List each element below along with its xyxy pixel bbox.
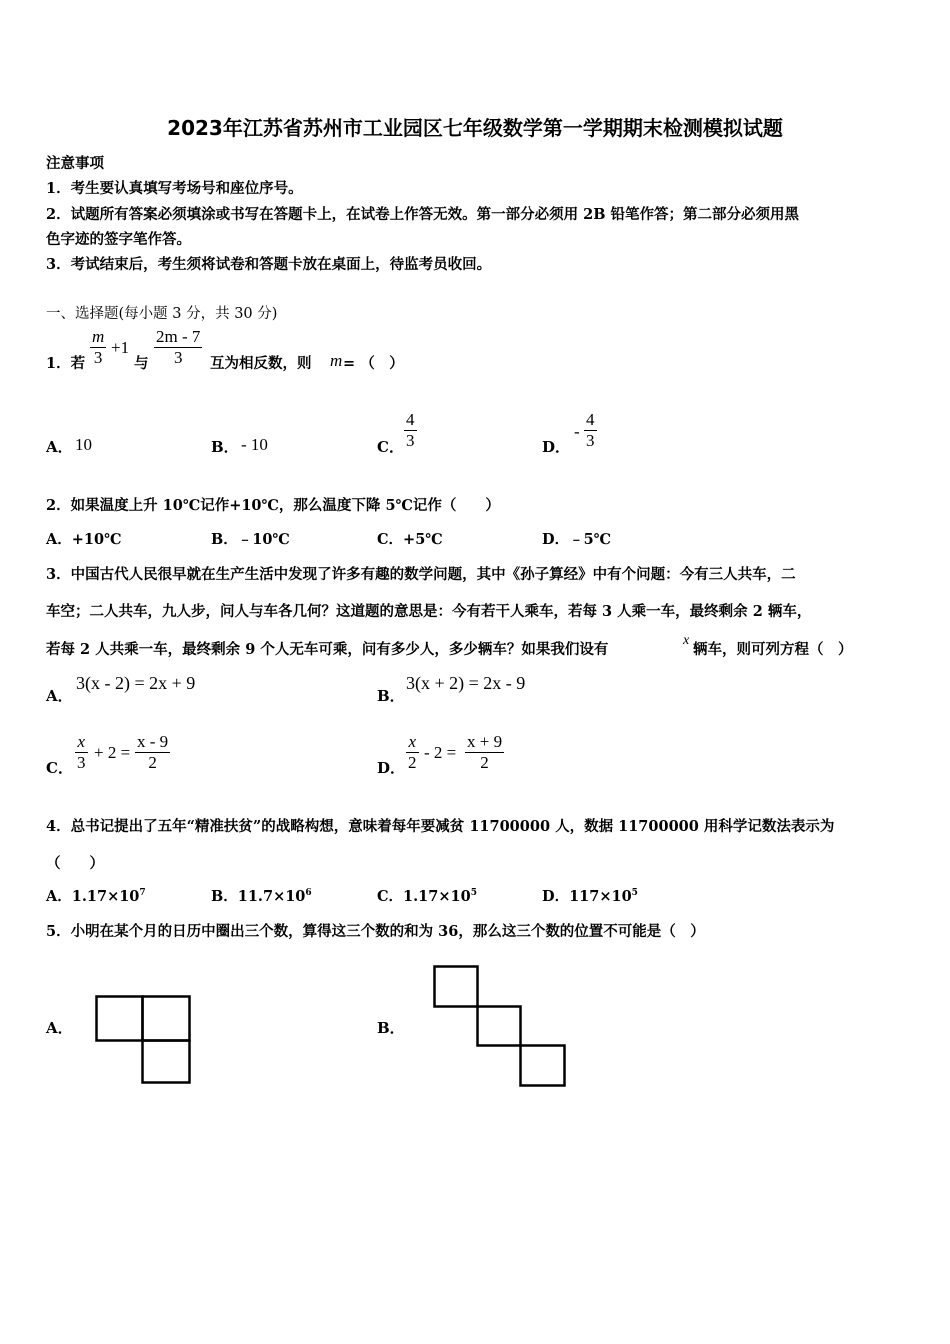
- q3-line-1: 3．中国古代人民很早就在生产生活中发现了许多有趣的数学问题，其中《孙子算经》中有个问题：今有三人共车，二: [46, 566, 796, 583]
- q1-option-b-value: - 10: [241, 435, 268, 454]
- q1-c-denominator: 3: [406, 431, 415, 450]
- q1-suffix: 互为相反数，则: [210, 355, 312, 372]
- q2-option-a: A．+10℃: [46, 531, 122, 548]
- q5-option-b-figure: [433, 965, 568, 1089]
- q3-c-fraction-2: [135, 732, 170, 773]
- q3-c-f1-numerator: x: [77, 732, 86, 751]
- q5-option-a-figure: [95, 995, 193, 1085]
- notice-item-1: 1．考生要认真填写考场号和座位序号。: [46, 180, 303, 197]
- q3-d-f1-numerator: x: [408, 732, 417, 751]
- grid-cell: [143, 1041, 190, 1083]
- grid-cell: [143, 997, 190, 1041]
- q3-option-a-expr: 3(x - 2) = 2x + 9: [76, 673, 196, 693]
- q1-equals: = （ ）: [343, 355, 404, 372]
- q1-prefix: 1．若: [46, 355, 86, 372]
- q3-d-mid: - 2 =: [424, 743, 457, 762]
- q3-c-f2-numerator: x - 9: [137, 732, 169, 751]
- q3-line-3a: 若每 2 人共乘一车，最终剩余 9 个人无车可乘，问有多少人，多少辆车？如果我们设有: [46, 641, 609, 658]
- q3-d-fraction-1: [406, 732, 419, 773]
- q3-c-fraction-1: [75, 732, 88, 773]
- grid-cell: [521, 1046, 565, 1086]
- grid-cell: [435, 967, 478, 1007]
- q1-fraction-2: [154, 327, 202, 368]
- q1-f2-numerator: 2m - 7: [156, 327, 201, 346]
- q1-option-a-value: 10: [75, 435, 92, 454]
- q1-fraction-1: [90, 327, 106, 368]
- q1-option-c-label: C．: [377, 438, 404, 456]
- q2-option-b: B．﹣10℃: [211, 531, 290, 548]
- q1-f1-denominator: 3: [90, 347, 106, 368]
- notice-item-2-cont: 色字迹的签字笔作答。: [46, 231, 191, 248]
- q1-option-b-label: B．: [211, 438, 239, 456]
- q2-option-c: C．+5℃: [377, 531, 443, 548]
- q1-d-sign: -: [574, 422, 580, 441]
- q1-option-c-fraction: [404, 410, 417, 451]
- q1-variable: m: [330, 351, 343, 370]
- q3-d-fraction-2: [465, 732, 504, 773]
- grid-cell: [478, 1007, 521, 1046]
- notice-heading: 注意事项: [46, 155, 104, 172]
- q1-plus-one: +1: [111, 338, 130, 357]
- q5-text: 5．小明在某个月的日历中圈出三个数，算得这三个数的和为 36，那么这三个数的位置不可能是（ ）: [46, 923, 705, 940]
- q4-line-1: 4．总书记提出了五年“精准扶贫”的战略构想，意味着每年要减贫 11700000 人，数据 11700000 用科学记数法表示为: [46, 818, 835, 835]
- q5-option-a-label: A．: [46, 1019, 73, 1037]
- grid-cell: [97, 997, 143, 1041]
- q3-option-b-expr: 3(x + 2) = 2x - 9: [406, 673, 526, 693]
- q1-d-numerator: 4: [586, 410, 595, 429]
- q3-c-f1-denominator: 3: [77, 753, 86, 772]
- q3-c-mid: + 2 =: [94, 743, 131, 762]
- q1-f2-denominator: 3: [154, 347, 202, 368]
- q1-mid: 与: [134, 355, 149, 372]
- q3-option-b-label: B．: [377, 687, 405, 705]
- q3-option-c-label: C．: [46, 759, 73, 777]
- q3-option-d-label: D．: [377, 759, 406, 777]
- q3-d-f2-denominator: 2: [465, 752, 504, 773]
- q5-option-b-label: B．: [377, 1019, 405, 1037]
- q1-f1-numerator: m: [92, 327, 105, 346]
- q1-option-a-label: A．: [46, 438, 73, 456]
- q4-line-2: （ ）: [46, 855, 104, 872]
- section-heading: 一、选择题(每小题 3 分，共 30 分): [46, 306, 278, 322]
- q4-option-c: C．$1.17\times 10^5$: [377, 888, 477, 905]
- q2-option-d: D．﹣5℃: [542, 531, 612, 548]
- q1-option-d-fraction: [584, 410, 597, 451]
- q3-variable: x: [683, 633, 690, 648]
- q3-c-f2-denominator: 2: [135, 752, 170, 773]
- q3-option-a-label: A．: [46, 687, 73, 705]
- q3-line-2: 车空；二人共车，九人步，问人与车各几何？这道题的意思是：今有若干人乘车，若每 3 人乘一车，最终剩余 2 辆车，: [46, 603, 812, 620]
- notice-item-3: 3．考试结束后，考生须将试卷和答题卡放在桌面上，待监考员收回。: [46, 256, 492, 273]
- q3-d-f1-denominator: 2: [408, 753, 417, 772]
- notice-item-2: 2．试题所有答案必须填涂或书写在答题卡上，在试卷上作答无效。第一部分必须用 2B 铅笔作答；第二部分必须用黑: [46, 206, 800, 223]
- page-title: 2023年江苏省苏州市工业园区七年级数学第一学期期末检测模拟试题: [167, 116, 783, 140]
- q1-d-denominator: 3: [586, 431, 595, 450]
- q3-line-3b: 辆车，则可列方程（ ）: [693, 641, 853, 658]
- q4-option-a: A．$1.17\times 10^7$: [46, 888, 146, 905]
- q3-d-f2-numerator: x + 9: [467, 732, 503, 751]
- q4-option-b: B．$11.7\times 10^6$: [211, 888, 312, 905]
- q2-text: 2．如果温度上升 10℃记作+10℃，那么温度下降 5℃记作（ ）: [46, 497, 500, 514]
- q4-option-d: D．$117\times 10^5$: [542, 888, 638, 905]
- q1-option-d-label: D．: [542, 438, 571, 456]
- q1-c-numerator: 4: [406, 410, 415, 429]
